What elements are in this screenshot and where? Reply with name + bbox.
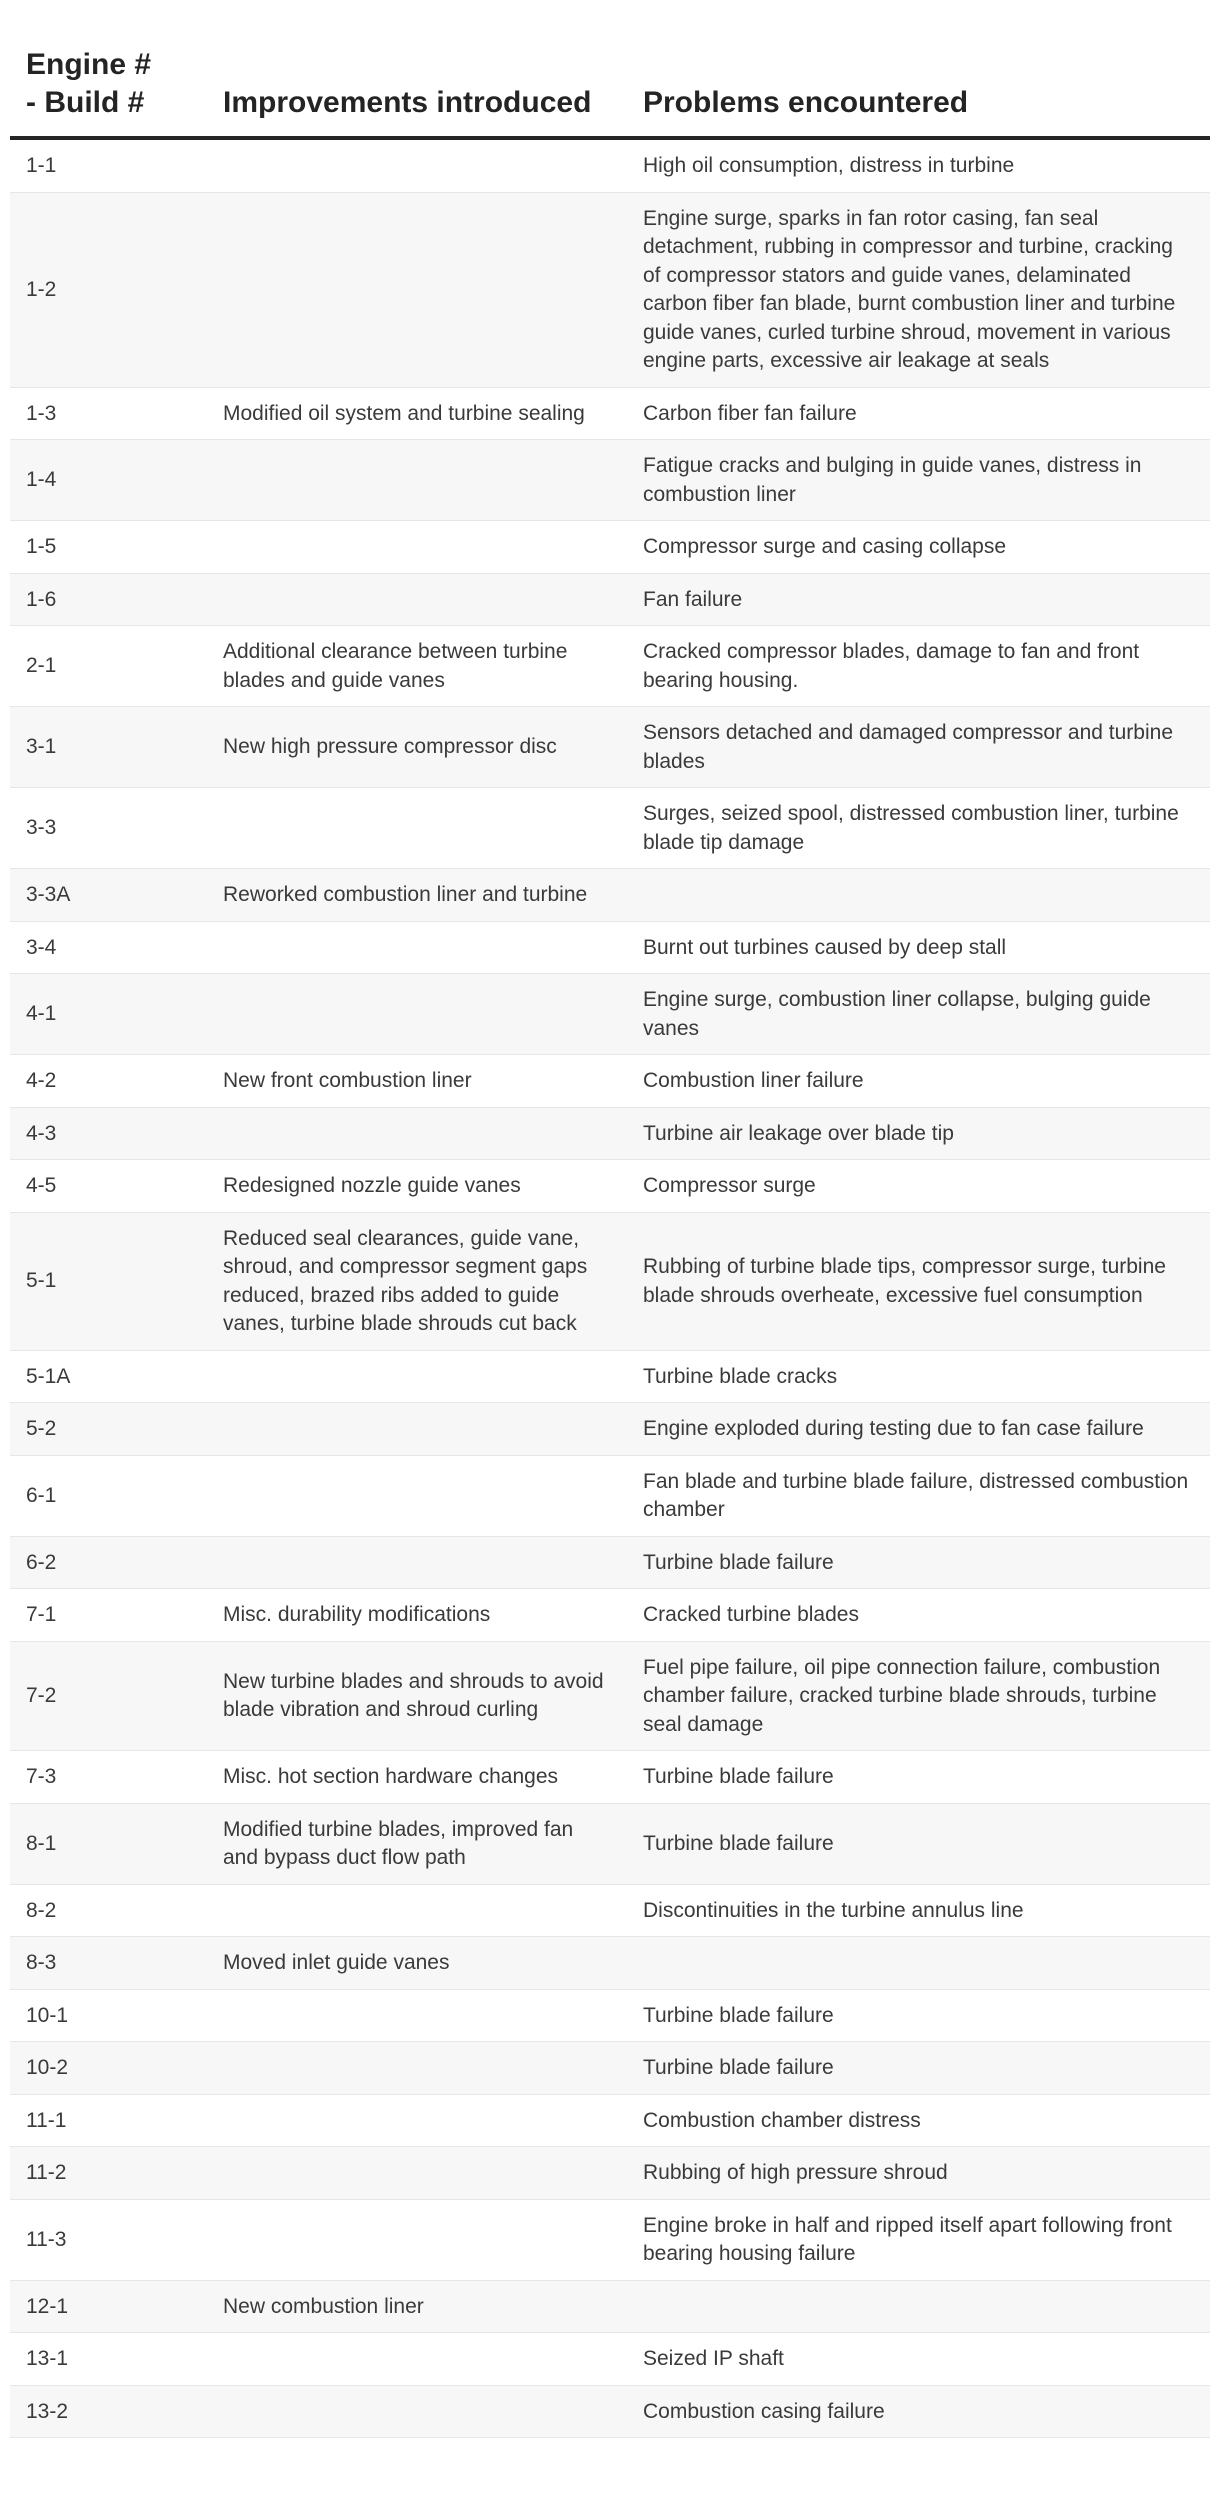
cell-improvements: [207, 521, 627, 574]
column-header-improvements: Improvements introduced: [207, 46, 627, 138]
cell-improvements: [207, 1884, 627, 1937]
cell-problems: Combustion chamber distress: [627, 2094, 1210, 2147]
cell-improvements: [207, 1403, 627, 1456]
cell-problems: Discontinuities in the turbine annulus line: [627, 1884, 1210, 1937]
table-row: [10, 2333, 1210, 2386]
cell-problems: Cracked compressor blades, damage to fan and front bearing housing.: [627, 626, 1210, 707]
cell-problems: Fuel pipe failure, oil pipe connection failure, combustion chamber failure, cracked turbine blade shrouds, turbine seal damage: [627, 1641, 1210, 1751]
table-header: [10, 46, 1210, 138]
cell-build: 6-1: [10, 1455, 207, 1536]
cell-problems: Fan blade and turbine blade failure, distressed combustion chamber: [627, 1455, 1210, 1536]
cell-improvements: New combustion liner: [207, 2280, 627, 2333]
table-row: [10, 626, 1210, 707]
cell-build: 3-4: [10, 921, 207, 974]
cell-build: 1-4: [10, 440, 207, 521]
cell-build: 6-2: [10, 1536, 207, 1589]
cell-improvements: Modified turbine blades, improved fan and bypass duct flow path: [207, 1803, 627, 1884]
cell-problems: Turbine blade failure: [627, 1536, 1210, 1589]
cell-build: 1-6: [10, 573, 207, 626]
cell-problems: Turbine blade failure: [627, 1751, 1210, 1804]
table-row: [10, 1107, 1210, 1160]
table-body: [10, 138, 1210, 2438]
table-row: [10, 1937, 1210, 1990]
cell-problems: [627, 1937, 1210, 1990]
table-row: [10, 1989, 1210, 2042]
cell-improvements: [207, 1455, 627, 1536]
cell-build: 1-3: [10, 387, 207, 440]
table-row: [10, 1455, 1210, 1536]
cell-improvements: Modified oil system and turbine sealing: [207, 387, 627, 440]
table-row: [10, 192, 1210, 387]
cell-build: 7-1: [10, 1589, 207, 1642]
cell-improvements: [207, 788, 627, 869]
table-row: [10, 2042, 1210, 2095]
table-row: [10, 1212, 1210, 1350]
cell-build: 3-3A: [10, 869, 207, 922]
table-row: [10, 138, 1210, 192]
cell-problems: Compressor surge: [627, 1160, 1210, 1213]
cell-build: 1-5: [10, 521, 207, 574]
cell-problems: Surges, seized spool, distressed combustion liner, turbine blade tip damage: [627, 788, 1210, 869]
cell-problems: Seized IP shaft: [627, 2333, 1210, 2386]
cell-problems: Turbine air leakage over blade tip: [627, 1107, 1210, 1160]
cell-build: 5-1A: [10, 1350, 207, 1403]
table-row: [10, 573, 1210, 626]
cell-improvements: [207, 573, 627, 626]
column-header-problems: Problems encountered: [627, 46, 1210, 138]
engine-build-table: [10, 46, 1210, 2438]
cell-build: 4-5: [10, 1160, 207, 1213]
cell-build: 11-3: [10, 2199, 207, 2280]
cell-problems: Turbine blade failure: [627, 1989, 1210, 2042]
table-row: [10, 440, 1210, 521]
table-row: [10, 1803, 1210, 1884]
cell-problems: Turbine blade cracks: [627, 1350, 1210, 1403]
cell-problems: [627, 869, 1210, 922]
cell-improvements: Reduced seal clearances, guide vane, shroud, and compressor segment gaps reduced, brazed ribs added to guide vanes, turbine blade shrouds cut back: [207, 1212, 627, 1350]
cell-improvements: [207, 138, 627, 192]
cell-build: 4-2: [10, 1055, 207, 1108]
table-row: [10, 788, 1210, 869]
cell-build: 2-1: [10, 626, 207, 707]
column-header-build: Engine # - Build #: [10, 46, 207, 138]
cell-build: 7-2: [10, 1641, 207, 1751]
cell-build: 8-3: [10, 1937, 207, 1990]
cell-problems: Engine broke in half and ripped itself apart following front bearing housing failure: [627, 2199, 1210, 2280]
cell-improvements: Moved inlet guide vanes: [207, 1937, 627, 1990]
cell-improvements: [207, 1107, 627, 1160]
cell-build: 5-1: [10, 1212, 207, 1350]
cell-problems: Rubbing of high pressure shroud: [627, 2147, 1210, 2200]
table-row: [10, 1403, 1210, 1456]
cell-improvements: [207, 2147, 627, 2200]
cell-improvements: Misc. durability modifications: [207, 1589, 627, 1642]
cell-improvements: [207, 2094, 627, 2147]
cell-improvements: Additional clearance between turbine blades and guide vanes: [207, 626, 627, 707]
cell-improvements: [207, 1350, 627, 1403]
table-row: [10, 974, 1210, 1055]
header-row: [10, 46, 1210, 138]
cell-problems: High oil consumption, distress in turbine: [627, 138, 1210, 192]
cell-problems: Engine exploded during testing due to fan case failure: [627, 1403, 1210, 1456]
table-row: [10, 1350, 1210, 1403]
cell-problems: Rubbing of turbine blade tips, compressor surge, turbine blade shrouds overheate, excessive fuel consumption: [627, 1212, 1210, 1350]
cell-improvements: [207, 440, 627, 521]
table-row: [10, 1536, 1210, 1589]
cell-problems: Engine surge, combustion liner collapse, bulging guide vanes: [627, 974, 1210, 1055]
table-row: [10, 2280, 1210, 2333]
cell-problems: Burnt out turbines caused by deep stall: [627, 921, 1210, 974]
cell-build: 13-2: [10, 2385, 207, 2438]
table-row: [10, 921, 1210, 974]
table-row: [10, 521, 1210, 574]
table-row: [10, 387, 1210, 440]
cell-build: 5-2: [10, 1403, 207, 1456]
cell-improvements: [207, 2333, 627, 2386]
cell-improvements: Reworked combustion liner and turbine: [207, 869, 627, 922]
cell-build: 4-3: [10, 1107, 207, 1160]
cell-improvements: [207, 192, 627, 387]
cell-build: 3-3: [10, 788, 207, 869]
cell-improvements: [207, 2385, 627, 2438]
cell-build: 11-2: [10, 2147, 207, 2200]
cell-build: 1-1: [10, 138, 207, 192]
table-row: [10, 1589, 1210, 1642]
cell-problems: Turbine blade failure: [627, 2042, 1210, 2095]
table-row: [10, 2094, 1210, 2147]
cell-improvements: [207, 1989, 627, 2042]
table-row: [10, 2385, 1210, 2438]
table-row: [10, 707, 1210, 788]
table-row: [10, 1160, 1210, 1213]
cell-build: 7-3: [10, 1751, 207, 1804]
cell-problems: Compressor surge and casing collapse: [627, 521, 1210, 574]
cell-improvements: [207, 921, 627, 974]
cell-build: 11-1: [10, 2094, 207, 2147]
cell-improvements: New front combustion liner: [207, 1055, 627, 1108]
cell-build: 3-1: [10, 707, 207, 788]
cell-problems: Carbon fiber fan failure: [627, 387, 1210, 440]
cell-build: 10-1: [10, 1989, 207, 2042]
cell-problems: Combustion casing failure: [627, 2385, 1210, 2438]
cell-improvements: [207, 1536, 627, 1589]
cell-build: 8-2: [10, 1884, 207, 1937]
table-row: [10, 1055, 1210, 1108]
cell-problems: Sensors detached and damaged compressor and turbine blades: [627, 707, 1210, 788]
cell-problems: Cracked turbine blades: [627, 1589, 1210, 1642]
cell-build: 10-2: [10, 2042, 207, 2095]
cell-improvements: [207, 2199, 627, 2280]
cell-build: 1-2: [10, 192, 207, 387]
table-row: [10, 1641, 1210, 1751]
cell-problems: [627, 2280, 1210, 2333]
cell-improvements: Misc. hot section hardware changes: [207, 1751, 627, 1804]
cell-build: 4-1: [10, 974, 207, 1055]
cell-problems: Fan failure: [627, 573, 1210, 626]
cell-build: 8-1: [10, 1803, 207, 1884]
cell-improvements: New high pressure compressor disc: [207, 707, 627, 788]
engine-build-table-container: [10, 46, 1210, 2438]
cell-build: 12-1: [10, 2280, 207, 2333]
table-row: [10, 2147, 1210, 2200]
cell-problems: Combustion liner failure: [627, 1055, 1210, 1108]
cell-problems: Engine surge, sparks in fan rotor casing, fan seal detachment, rubbing in compressor and turbine, cracking of compressor stators and guide vanes, delaminated carbon fiber fan blade, burnt combustion liner and turbine guide vanes, curled turbine shroud, movement in various engine parts, excessive air leakage at seals: [627, 192, 1210, 387]
cell-problems: Turbine blade failure: [627, 1803, 1210, 1884]
cell-problems: Fatigue cracks and bulging in guide vanes, distress in combustion liner: [627, 440, 1210, 521]
cell-improvements: New turbine blades and shrouds to avoid blade vibration and shroud curling: [207, 1641, 627, 1751]
cell-build: 13-1: [10, 2333, 207, 2386]
cell-improvements: Redesigned nozzle guide vanes: [207, 1160, 627, 1213]
table-row: [10, 869, 1210, 922]
cell-improvements: [207, 974, 627, 1055]
table-row: [10, 1751, 1210, 1804]
table-row: [10, 1884, 1210, 1937]
table-row: [10, 2199, 1210, 2280]
cell-improvements: [207, 2042, 627, 2095]
